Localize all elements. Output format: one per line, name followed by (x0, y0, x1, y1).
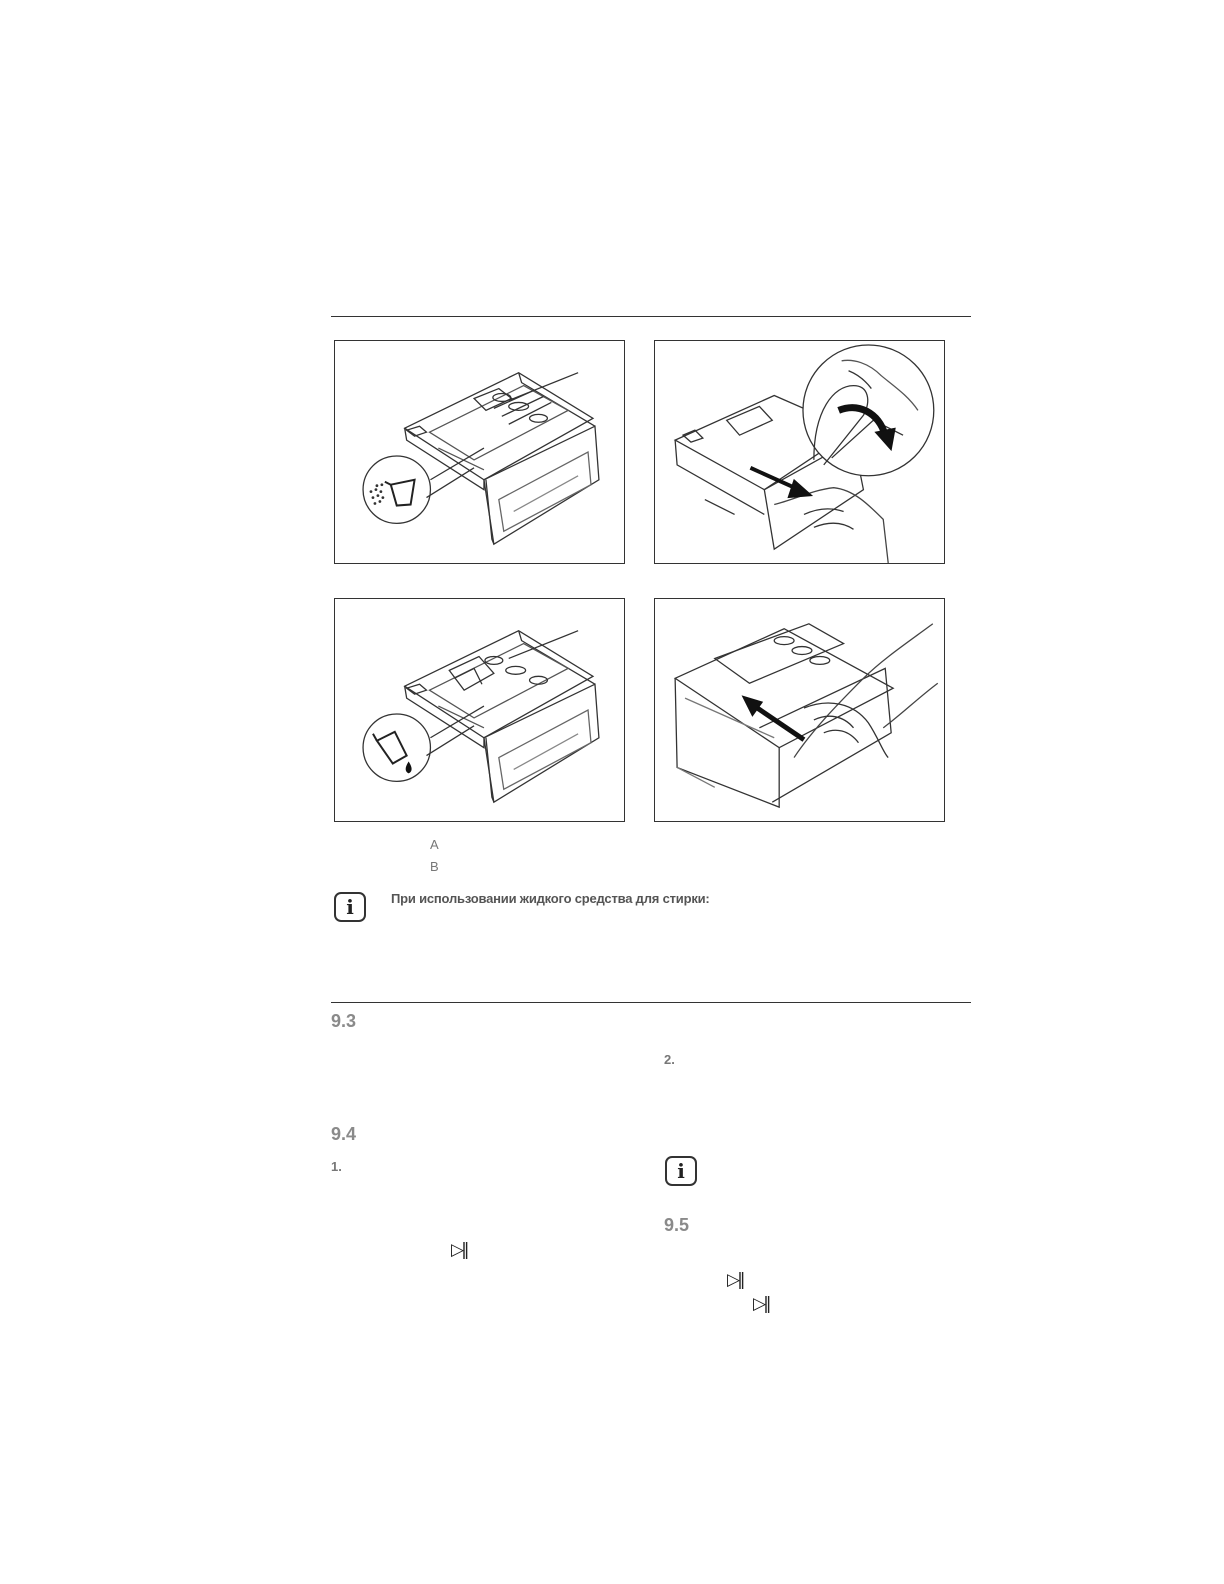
push-arrow (743, 696, 804, 740)
info-icon: i (334, 892, 366, 922)
pull-arrow (750, 468, 811, 498)
info-icon-secondary: i (665, 1156, 697, 1186)
liquid-cup-icon (373, 732, 407, 764)
top-divider (331, 316, 971, 317)
section-9-4-heading: 9.4 (331, 1124, 357, 1144)
powder-drawer-illustration (335, 341, 624, 563)
figure-flap-adjust (654, 340, 945, 564)
figure-close-drawer (654, 598, 945, 822)
liquid-detergent-note: При использовании жидкого средства для стирки: (391, 891, 710, 906)
step-1-number: 1. (331, 1159, 342, 1174)
section-divider (331, 1002, 971, 1003)
play-pause-icon-2: ▷|| (727, 1270, 743, 1290)
powder-scoop-icon (385, 480, 415, 506)
flap-drawer-illustration (655, 341, 944, 563)
figure-powder-detergent (334, 340, 625, 564)
legend-b: B (430, 859, 439, 874)
section-9-3-heading: 9.3 (331, 1011, 357, 1031)
close-drawer-illustration (655, 599, 944, 821)
step-2-number: 2. (664, 1052, 675, 1067)
liquid-drawer-illustration (335, 599, 624, 821)
play-pause-icon: ▷|| (451, 1240, 467, 1260)
section-9-5-heading: 9.5 (664, 1215, 690, 1235)
play-pause-icon-3: ▷|| (753, 1294, 769, 1314)
figure-liquid-detergent (334, 598, 625, 822)
legend-a: A (430, 837, 439, 852)
